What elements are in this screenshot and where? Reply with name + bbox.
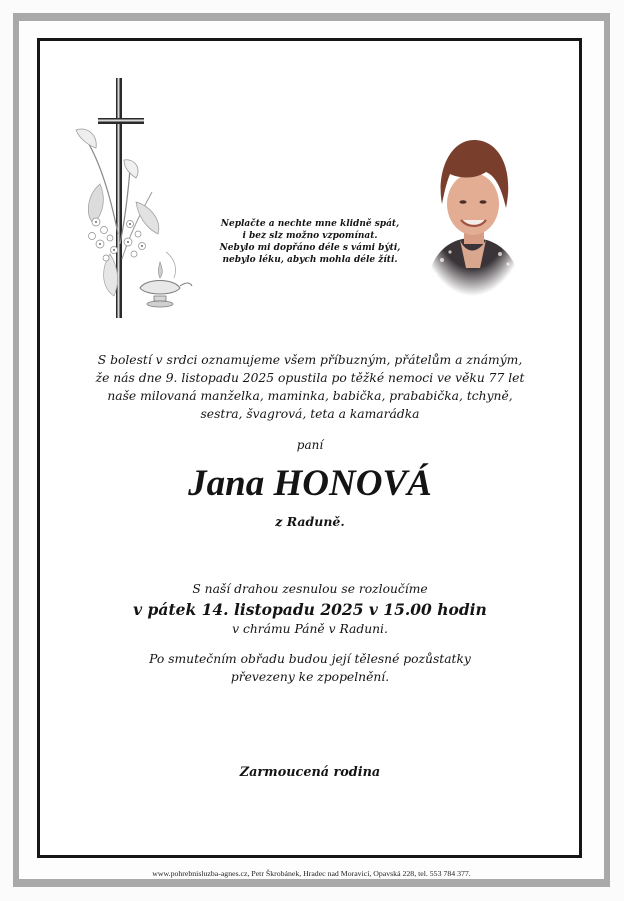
verse-line: nebylo léku, abych mohla déle žíti.	[222, 255, 398, 265]
death-announcement	[40, 351, 580, 423]
announcement-line: že nás dne 9. listopadu 2025 opustila po těžké nemoci ve věku 77 let	[95, 371, 525, 385]
ceremony-place: v chrámu Páně v Raduni.	[232, 622, 388, 636]
announcement-line: S bolestí v srdci oznamujeme všem příbuzným, přátelům a známým,	[97, 353, 523, 367]
cremation-note	[40, 650, 580, 686]
cremation-line: převezeny ke zpopelnění.	[230, 670, 390, 684]
ceremony-info	[40, 580, 580, 639]
family-signature: Zarmoucená rodina	[239, 765, 381, 780]
verse-line: Nebylo mi dopřáno déle s vámi býti,	[219, 243, 401, 253]
cremation-line: Po smutečním obřadu budou její tělesné pozůstatky	[149, 652, 471, 666]
ceremony-intro: S naší drahou zesnulou se rozloučíme	[192, 582, 428, 596]
deceased-origin: z Raduně.	[275, 514, 345, 529]
verse-line: Neplačte a nechte mne klidně spát,	[220, 219, 400, 229]
verse-line: i bez slz možno vzpomínat.	[242, 231, 378, 241]
honorific: paní	[296, 438, 324, 452]
announcement-line: sestra, švagrová, teta a kamarádka	[200, 407, 420, 421]
ceremony-datetime: v pátek 14. listopadu 2025 v 15.00 hodin	[133, 600, 487, 619]
cross-with-lilies-icon	[70, 74, 195, 324]
memorial-verse	[205, 218, 415, 266]
deceased-name: Jana HONOVÁ	[188, 463, 432, 504]
announcement-line: naše milovaná manželka, maminka, babička, prababička, tchyně,	[107, 389, 513, 403]
portrait-photo	[420, 128, 525, 296]
funeral-service-footer: www.pohrebnisluzba-agnes.cz, Petr Škrobánek, Hradec nad Moravicí, Opavská 228, tel. 553 784 377.	[152, 869, 471, 878]
